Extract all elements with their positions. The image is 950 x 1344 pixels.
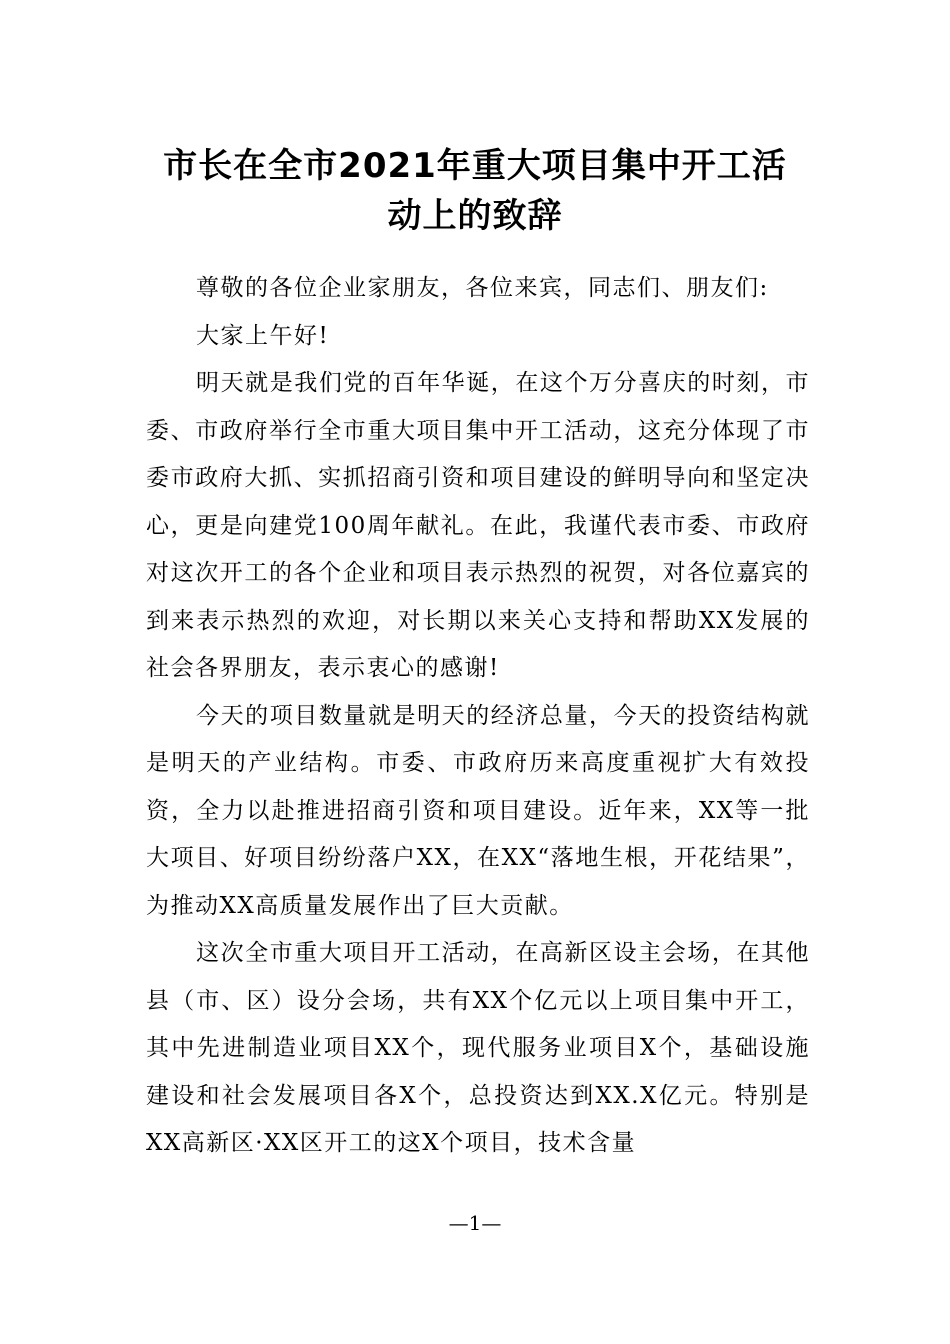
body-paragraph-2: 今天的项目数量就是明天的经济总量，今天的投资结构就是明天的产业结构。市委、市政府历来高度重视扩大有效投资，全力以赴推进招商引资和项目建设。近年来，XX等一批大项目、好项目纷纷落户XX，在XX“落地生根，开花结果”，为推动XX高质量发展作出了巨大贡献。: [146, 702, 810, 919]
salutation-paragraph: 尊敬的各位企业家朋友，各位来宾，同志们、朋友们:: [196, 275, 769, 301]
page-number: —1—: [448, 1211, 502, 1235]
title-line-1: 市长在全市2021年重大项目集中开工活: [163, 145, 787, 186]
document-body: [146, 265, 810, 1168]
body-paragraph-3: 这次全市重大项目开工活动，在高新区设主会场，在其他县（市、区）设分会场，共有XX个亿元以上项目集中开工，其中先进制造业项目XX个，现代服务业项目X个，基础设施建设和社会发展项目各X个，总投资达到XX.X亿元。特别是XX高新区·XX区开工的这X个项目，技术含量: [146, 940, 810, 1156]
document-title: [120, 141, 830, 241]
title-line-2: 动上的致辞: [387, 195, 563, 236]
greeting-paragraph: 大家上午好!: [196, 322, 330, 349]
body-paragraph-1: 明天就是我们党的百年华诞，在这个万分喜庆的时刻，市委、市政府举行全市重大项目集中开工活动，这充分体现了市委市政府大抓、实抓招商引资和项目建设的鲜明导向和坚定决心，更是向建党100周年献礼。在此，我谨代表市委、市政府对这次开工的各个企业和项目表示热烈的祝贺，对各位嘉宾的到来表示热烈的欢迎，对长期以来关心支持和帮助XX发展的社会各界朋友，表示衷心的感谢!: [146, 370, 810, 681]
